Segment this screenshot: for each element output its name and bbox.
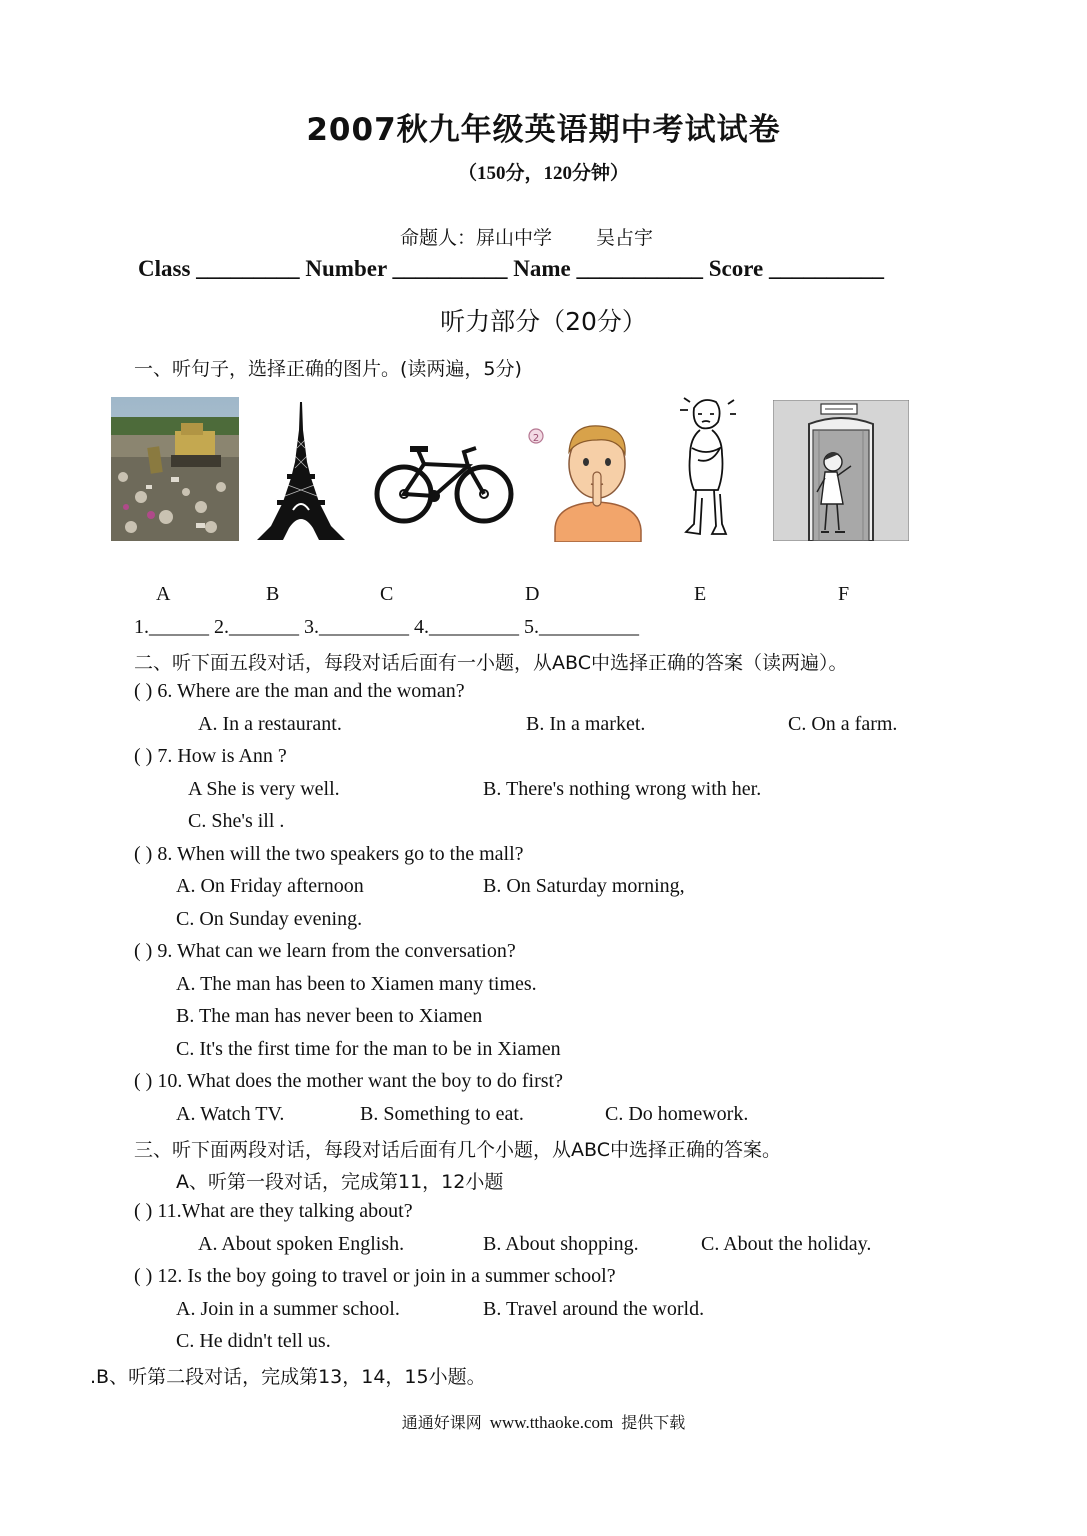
question-8-option-a: A. On Friday afternoon	[176, 875, 364, 897]
question-11-option-a: A. About spoken English.	[198, 1233, 405, 1255]
question-12-option-b: B. Travel around the world.	[483, 1298, 705, 1320]
question-6-option-b: B. In a market.	[526, 713, 646, 735]
question-10-stem: ( ) 10. What does the mother want the boy to do first?	[134, 1070, 563, 1092]
question-7-option-a: A She is very well.	[188, 778, 340, 800]
question-10-option-c: C. Do homework.	[605, 1103, 749, 1125]
question-6-option-a: A. In a restaurant.	[198, 713, 342, 735]
part1-instruction: 一、听句子，选择正确的图片。(读两遍，5分)	[134, 358, 522, 380]
question-8-stem: ( ) 8. When will the two speakers go to the mall?	[134, 843, 524, 865]
question-11-stem: ( ) 11.What are they talking about?	[134, 1200, 413, 1222]
question-12-option-a: A. Join in a summer school.	[176, 1298, 400, 1320]
question-9-option-b: B. The man has never been to Xiamen	[176, 1005, 483, 1027]
question-7-stem: ( ) 7. How is Ann ?	[134, 745, 287, 767]
author-name: 吴占宇	[596, 227, 654, 249]
cold-man-icon	[672, 394, 740, 540]
footer-site-name: 通通好课网	[401, 1413, 482, 1432]
question-6-stem: ( ) 6. Where are the man and the woman?	[134, 680, 465, 702]
author-line	[400, 223, 653, 250]
exam-score-time: （150分，120分钟）	[457, 163, 629, 184]
question-8-option-c: C. On Sunday evening.	[176, 908, 363, 930]
student-info-line: Class _________ Number __________ Name ___________ Score __________	[138, 256, 884, 281]
footer-note: 提供下载	[621, 1413, 686, 1432]
elevator-girl-icon	[773, 400, 909, 541]
exam-title: 2007秋九年级英语期中考试试卷	[306, 112, 781, 148]
author-label: 命题人：屏山中学	[400, 227, 553, 249]
part3-instruction: 三、听下面两段对话，每段对话后面有几个小题，从ABC中选择正确的答案。	[134, 1139, 781, 1161]
picture-label-c: C	[380, 583, 394, 605]
question-11-option-c: C. About the holiday.	[701, 1233, 872, 1255]
picture-label-b: B	[266, 583, 280, 605]
footer-url-link[interactable]: www.tthaoke.com	[489, 1413, 614, 1432]
part1-answer-blanks: 1.______ 2._______ 3._________ 4._________ 5.__________	[134, 616, 639, 638]
question-6-option-c: C. On a farm.	[788, 713, 898, 735]
question-7-option-c: C. She's ill .	[188, 810, 285, 832]
question-10-option-a: A. Watch TV.	[176, 1103, 285, 1125]
question-9-option-c: C. It's the first time for the man to be in Xiamen	[176, 1038, 561, 1060]
quiet-boy-icon	[527, 412, 655, 542]
page-footer	[0, 1410, 1087, 1433]
bicycle-icon	[372, 442, 516, 526]
question-11-option-b: B. About shopping.	[483, 1233, 639, 1255]
listening-section-title: 听力部分（20分）	[440, 307, 647, 336]
part2-instruction: 二、听下面五段对话，每段对话后面有一小题，从ABC中选择正确的答案（读两遍）。	[134, 652, 848, 674]
landfill-bulldozer-photo	[111, 397, 239, 541]
eiffel-tower-icon	[253, 400, 349, 542]
svg-text:2: 2	[532, 433, 540, 444]
part3-sub-b: .B、听第二段对话，完成第13，14，15小题。	[90, 1366, 486, 1388]
question-12-option-c: C. He didn't tell us.	[176, 1330, 331, 1352]
picture-label-d: D	[525, 583, 540, 605]
picture-label-f: F	[838, 583, 850, 605]
question-9-stem: ( ) 9. What can we learn from the conversation?	[134, 940, 516, 962]
question-7-option-b: B. There's nothing wrong with her.	[483, 778, 762, 800]
picture-label-e: E	[694, 583, 707, 605]
question-9-option-a: A. The man has been to Xiamen many times.	[176, 973, 537, 995]
part3-sub-a: A、听第一段对话，完成第11，12小题	[176, 1171, 504, 1193]
question-8-option-b: B. On Saturday morning,	[483, 875, 685, 897]
picture-label-a: A	[156, 583, 171, 605]
question-12-stem: ( ) 12. Is the boy going to travel or join in a summer school?	[134, 1265, 616, 1287]
question-10-option-b: B. Something to eat.	[360, 1103, 524, 1125]
